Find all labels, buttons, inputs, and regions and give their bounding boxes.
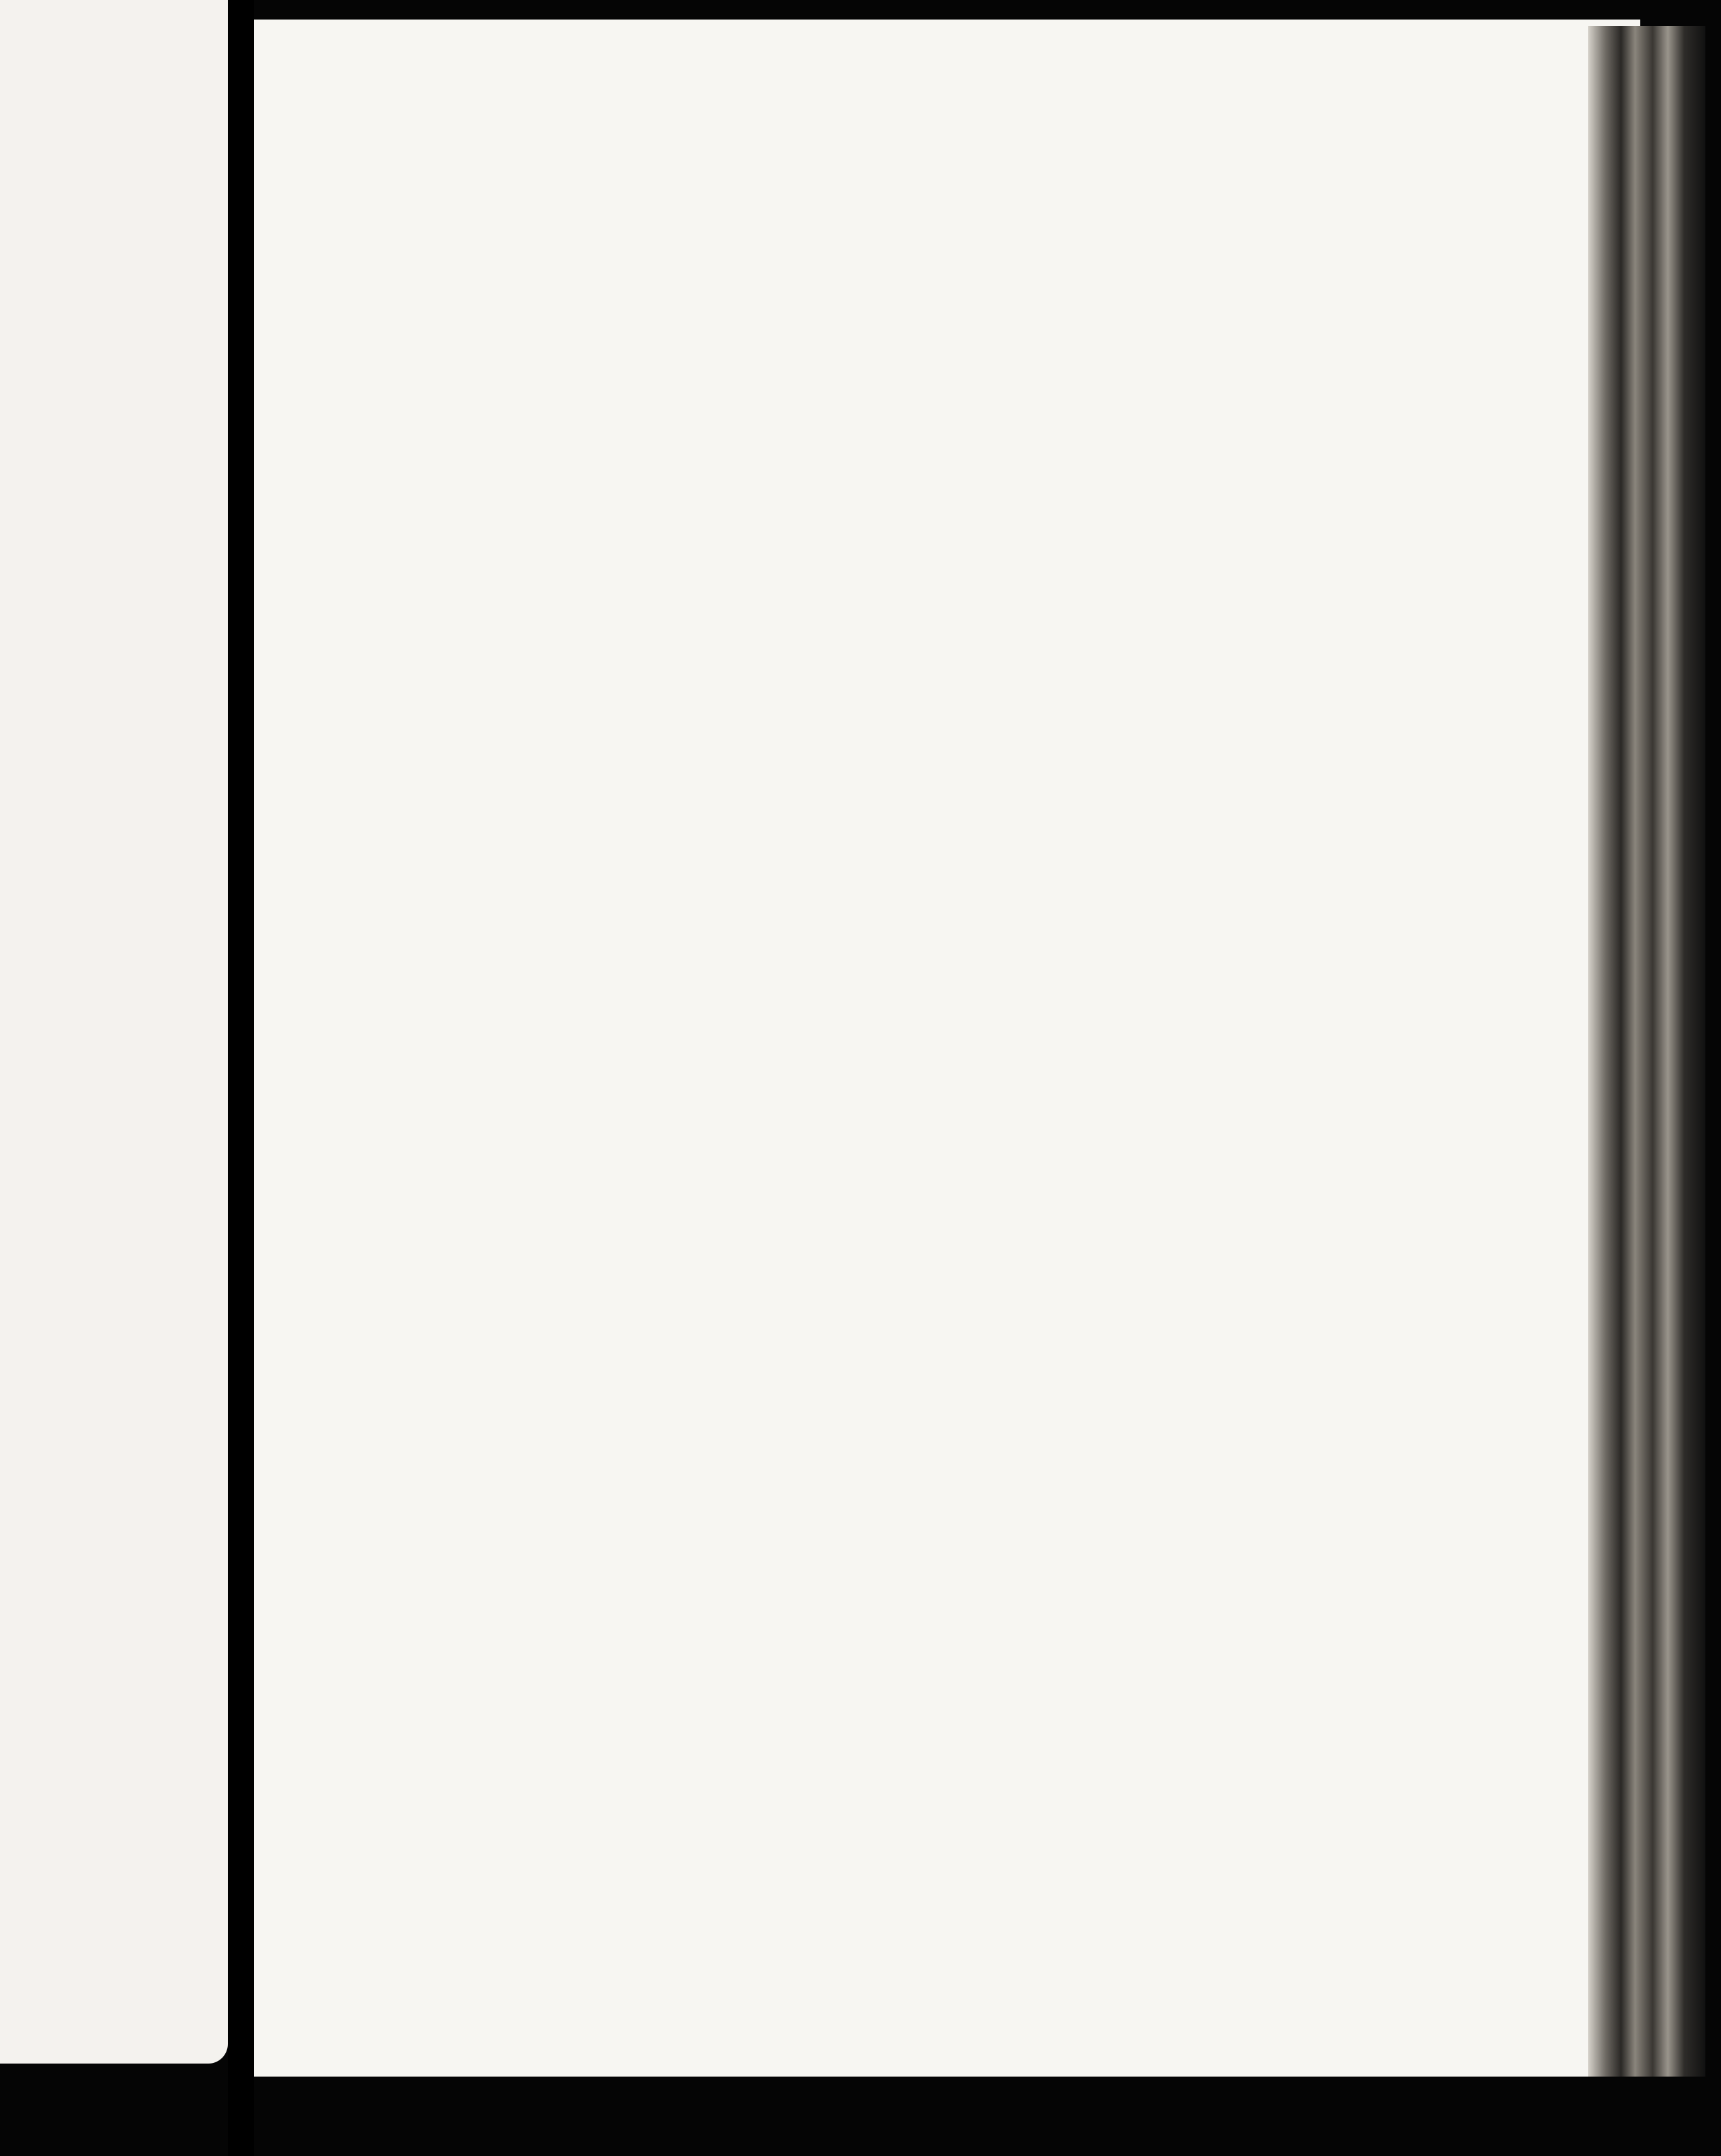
left-page xyxy=(0,0,228,2064)
right-page xyxy=(254,20,1640,2077)
page-edges xyxy=(1588,26,1705,2077)
book-gutter xyxy=(228,0,254,2156)
